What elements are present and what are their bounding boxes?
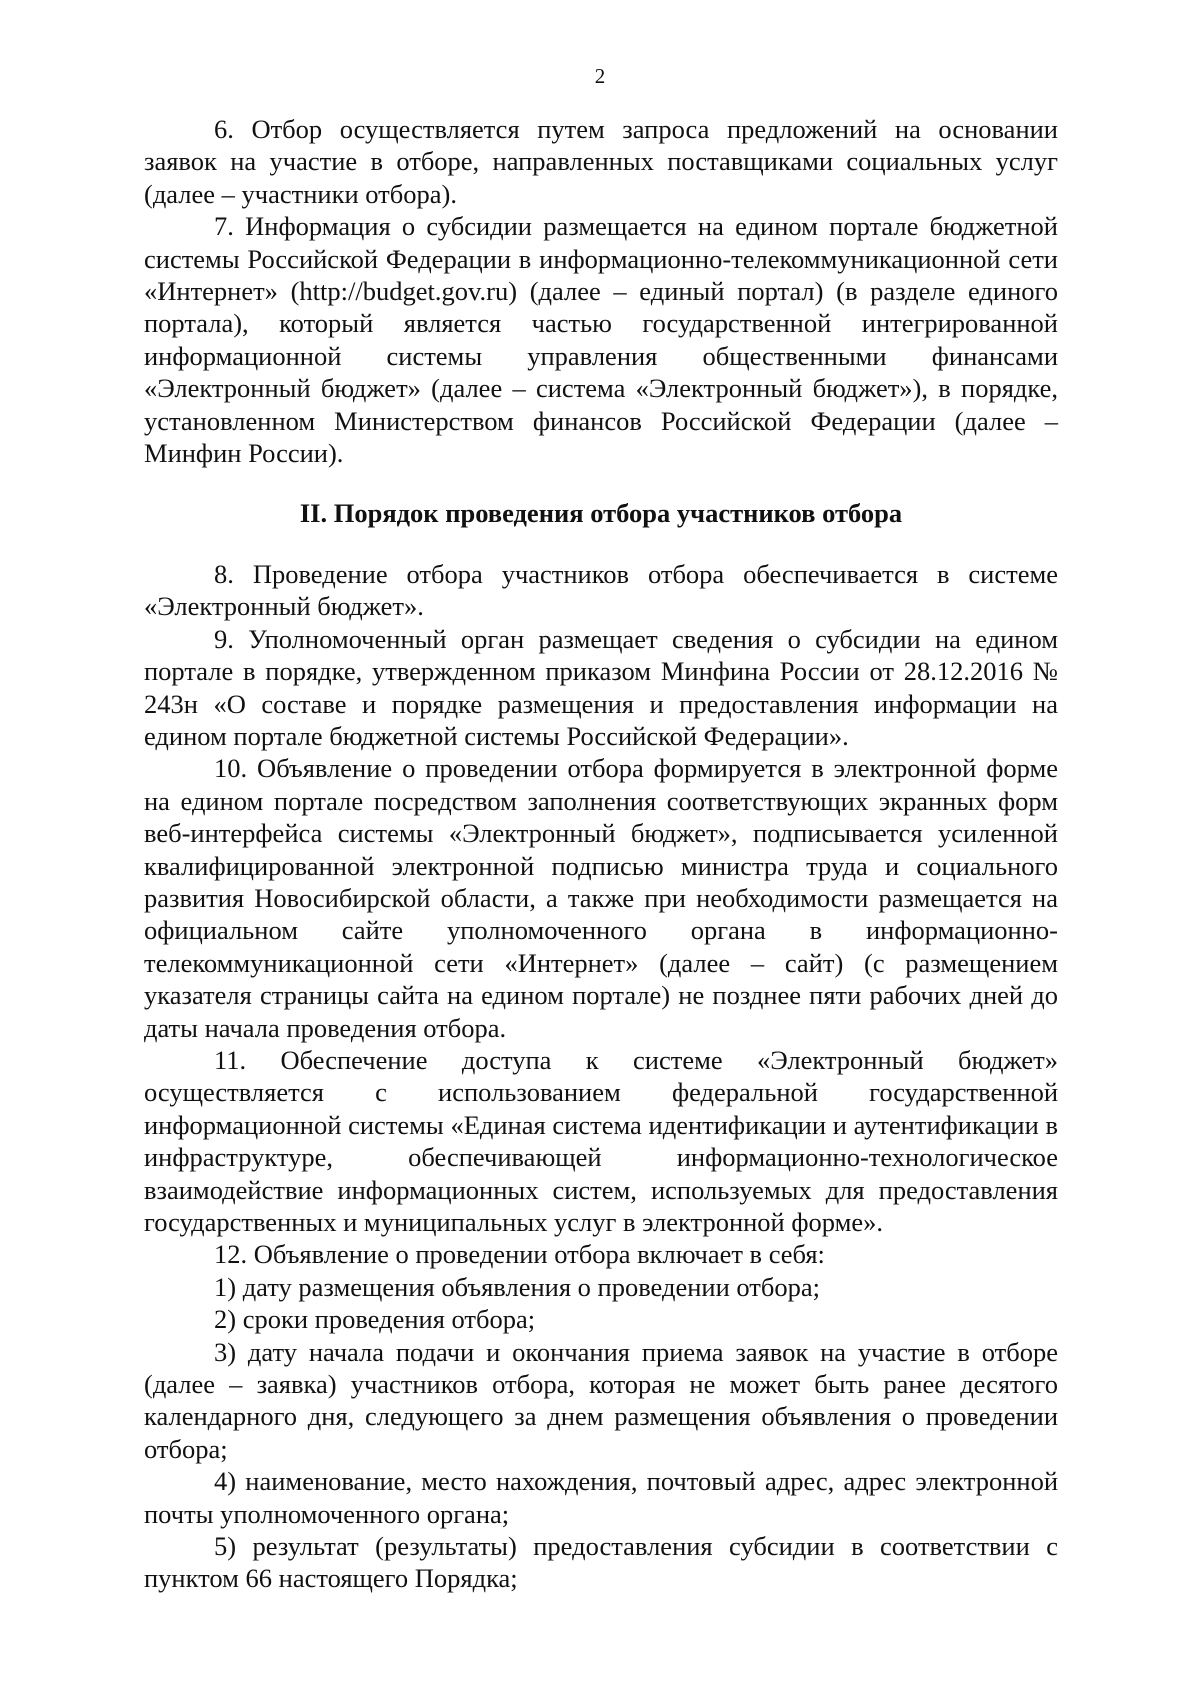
list-item-1: 1) дату размещения объявления о проведении отбора; <box>214 1271 820 1302</box>
page-number: 2 <box>594 64 606 88</box>
document-body <box>144 113 1058 1595</box>
list-item-2: 2) сроки проведения отбора; <box>214 1304 536 1335</box>
section-heading: II. Порядок проведения отбора участников отбора <box>299 498 903 529</box>
paragraph-8: 8. Проведение отбора участников отбора обеспечивается в системе «Электронный бюджет». <box>144 558 1058 622</box>
paragraph-11: 11. Обеспечение доступа к системе «Электронный бюджет» осуществляется с использованием федеральной государственной информационной системы «Единая система идентификации и аутентификации в инфраструктуре, обеспечивающей информационно-технологическое взаимодействие информационных систем, используемых для предоставления государственных и муниципальных услуг в электронной форме». <box>144 1044 1058 1237</box>
paragraph-6: 6. Отбор осуществляется путем запроса предложений на основании заявок на участие в отборе, направленных поставщиками социальных услуг (далее – участники отбора). <box>144 114 1058 209</box>
list-item-3: 3) дату начала подачи и окончания приема заявок на участие в отборе (далее – заявка) участников отбора, которая не может быть ранее десятого календарного дня, следующего за днем размещения объявления о проведении отбора; <box>144 1336 1058 1464</box>
paragraph-7: 7. Информация о субсидии размещается на едином портале бюджетной системы Российской Федерации в информационно-телекоммуникационной сети «Интернет» (http://budget.gov.ru) (далее – единый портал) (в разделе единого портала), который является частью государственной интегрированной информационной системы управления общественными финансами «Электронный бюджет» (далее – система «Электронный бюджет»), в порядке, установленном Министерством финансов Российской Федерации (далее – Минфин России). <box>144 211 1058 469</box>
list-item-4: 4) наименование, место нахождения, почтовый адрес, адрес электронной почты уполномоченного органа; <box>144 1466 1058 1529</box>
list-item-5: 5) результат (результаты) предоставления субсидии в соответствии с пунктом 66 настоящего Порядка; <box>144 1531 1058 1594</box>
paragraph-9: 9. Уполномоченный орган размещает сведения о субсидии на едином портале в порядке, утвержденном приказом Минфина России от 28.12.2016 № 243н «О составе и порядке размещения и предоставления информации на едином портале бюджетной системы Российской Федерации». <box>144 623 1058 751</box>
paragraph-12: 12. Объявление о проведении отбора включает в себя: <box>214 1239 825 1270</box>
paragraph-10: 10. Объявление о проведении отбора формируется в электронной форме на едином портале посредством заполнения соответствующих экранных форм веб-интерфейса системы «Электронный бюджет», подписывается усиленной квалифицированной электронной подписью министра труда и социального развития Новосибирской области, а также при необходимости размещается на официальном сайте уполномоченного органа в информационно-телекоммуникационной сети «Интернет» (далее – сайт) (с размещением указателя страницы сайта на едином портале) не позднее пяти рабочих дней до даты начала проведения отбора. <box>144 753 1058 1043</box>
